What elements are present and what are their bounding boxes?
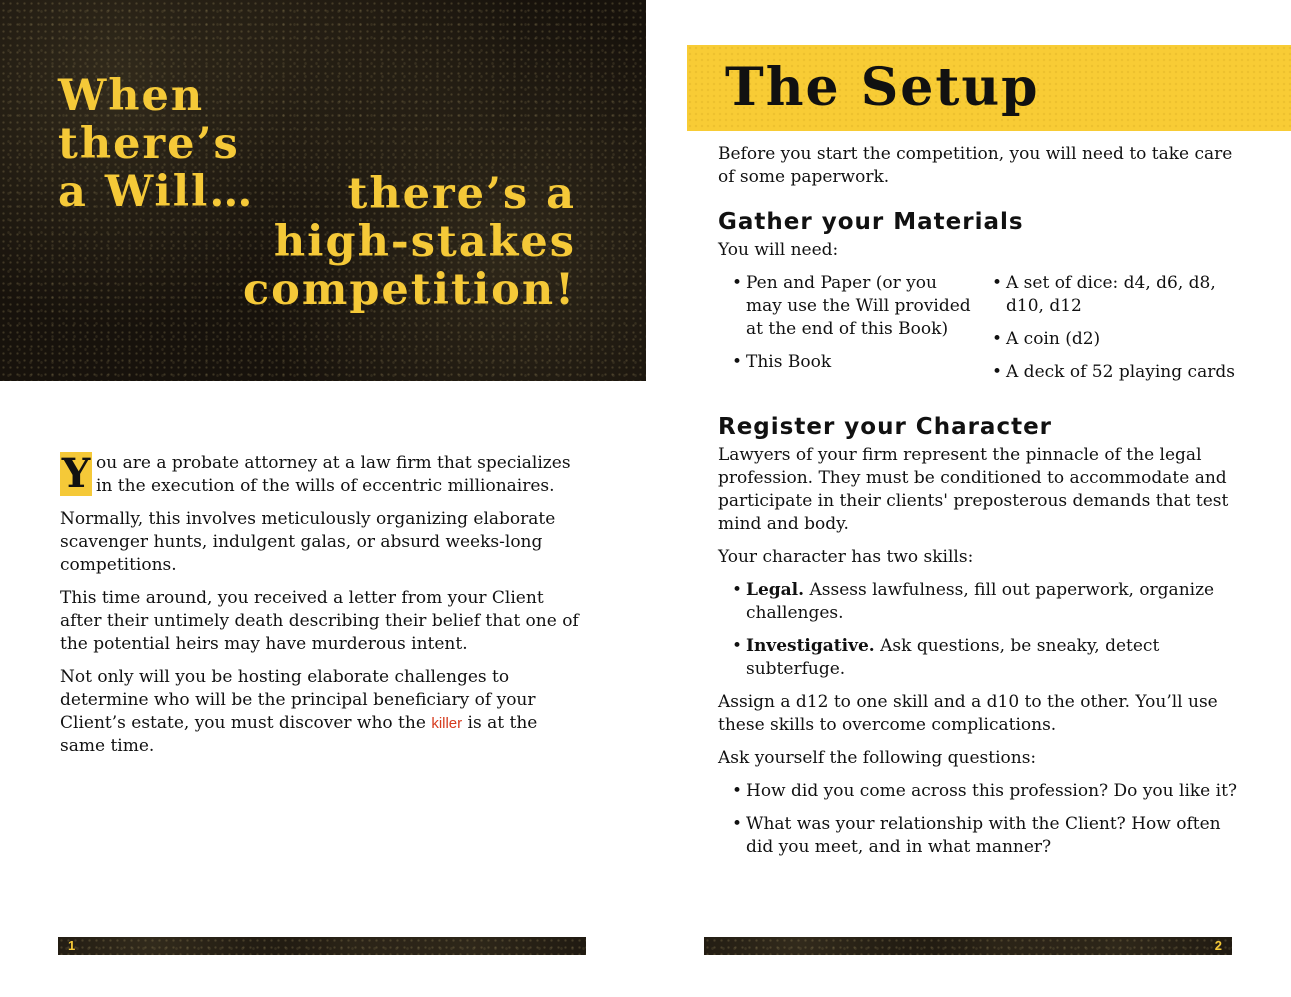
intro-paragraph-text: ou are a probate attorney at a law firm that specializes in the execution of the wills of eccentric millionaires. (96, 453, 571, 496)
list-item (732, 579, 1238, 625)
hero-line: competition! (243, 265, 576, 315)
hero-line: there’s (58, 119, 240, 169)
skill-name: Investigative. (746, 636, 875, 656)
materials-column (718, 272, 978, 394)
hero-line: there’s a (347, 169, 576, 219)
intro-paragraph: This time around, you received a letter from your Client after their untimely death describing their belief that one of the potential heirs may have murderous intent. (60, 588, 579, 654)
bullet-icon: • (732, 352, 743, 372)
setup-intro: Before you start the competition, you will need to take care of some paperwork. (718, 144, 1233, 187)
intro-paragraph (60, 452, 580, 498)
bullet-icon: • (732, 273, 743, 293)
bullet-icon: • (732, 580, 743, 600)
list-item-text: This Book (746, 352, 832, 372)
hero-line: a Will… (58, 167, 255, 217)
list-item-text: A coin (d2) (1006, 329, 1101, 349)
hero-line: high-stakes (273, 217, 576, 267)
character-paragraph: Assign a d12 to one skill and a d10 to the other. You’ll use these skills to overcome complications. (718, 692, 1218, 735)
bullet-icon: • (992, 362, 1003, 382)
bullet-icon: • (732, 636, 743, 656)
character-paragraph: Your character has two skills: (718, 547, 974, 567)
hero-title-right (243, 170, 576, 314)
list-item (732, 813, 1238, 859)
intro-paragraph (60, 666, 580, 758)
hero-line: When (58, 71, 205, 121)
setup-title-banner (687, 45, 1291, 131)
setup-body (718, 143, 1238, 869)
hero-title-left (58, 72, 254, 216)
character-paragraph: Ask yourself the following questions: (718, 748, 1037, 768)
list-item (992, 272, 1238, 318)
list-item (732, 351, 978, 374)
list-item (992, 361, 1238, 384)
list-item (732, 780, 1238, 803)
list-item-text: A deck of 52 playing cards (1006, 362, 1235, 382)
hero-banner (0, 0, 646, 381)
skill-name: Legal. (746, 580, 805, 600)
bullet-icon: • (992, 329, 1003, 349)
bullet-icon: • (992, 273, 1003, 293)
list-item-text: Pen and Paper (or you may use the Will provided at the end of this Book) (746, 273, 971, 339)
materials-column (978, 272, 1238, 394)
right-page (646, 0, 1291, 997)
page-footer (58, 937, 586, 955)
drop-cap: Y (61, 450, 91, 497)
page-title: The Setup (725, 57, 1040, 118)
materials-list (718, 272, 1238, 394)
character-paragraph: Lawyers of your firm represent the pinnacle of the legal profession. They must be conditioned to accommodate and participate in their clients' preposterous demands that test mind and body. (718, 445, 1229, 534)
intro-text (60, 452, 580, 768)
bullet-icon: • (732, 814, 743, 834)
list-item-text: How did you come across this profession? Do you like it? (746, 781, 1238, 801)
page-footer (704, 937, 1232, 955)
page-number: 1 (68, 938, 76, 953)
bullet-icon: • (732, 781, 743, 801)
questions-list (718, 780, 1238, 859)
intro-paragraph-text: Not only will you be hosting elaborate challenges to determine who will be the principal beneficiary of your Client’s estate, you must discover who the (60, 667, 536, 733)
list-item-text: What was your relationship with the Client? How often did you meet, and in what manner? (746, 814, 1221, 857)
list-item (732, 272, 978, 341)
materials-lead: You will need: (718, 240, 839, 260)
skill-desc: Ask questions, be sneaky, detect subterfuge. (746, 636, 1160, 679)
materials-heading: Gather your Materials (718, 209, 1024, 235)
page-number: 2 (1214, 938, 1222, 953)
intro-paragraph: Normally, this involves meticulously organizing elaborate scavenger hunts, indulgent galas, or absurd weeks-long competitions. (60, 509, 556, 575)
intro-paragraph-text: is at the same time. (60, 713, 538, 756)
skills-list (718, 579, 1238, 681)
list-item-text: A set of dice: d4, d6, d8, d10, d12 (1006, 273, 1216, 316)
list-item (992, 328, 1238, 351)
list-item (732, 635, 1238, 681)
killer-highlight: killer (431, 715, 463, 732)
skill-desc: Assess lawfulness, fill out paperwork, organize challenges. (746, 580, 1215, 623)
character-heading: Register your Character (718, 414, 1053, 440)
